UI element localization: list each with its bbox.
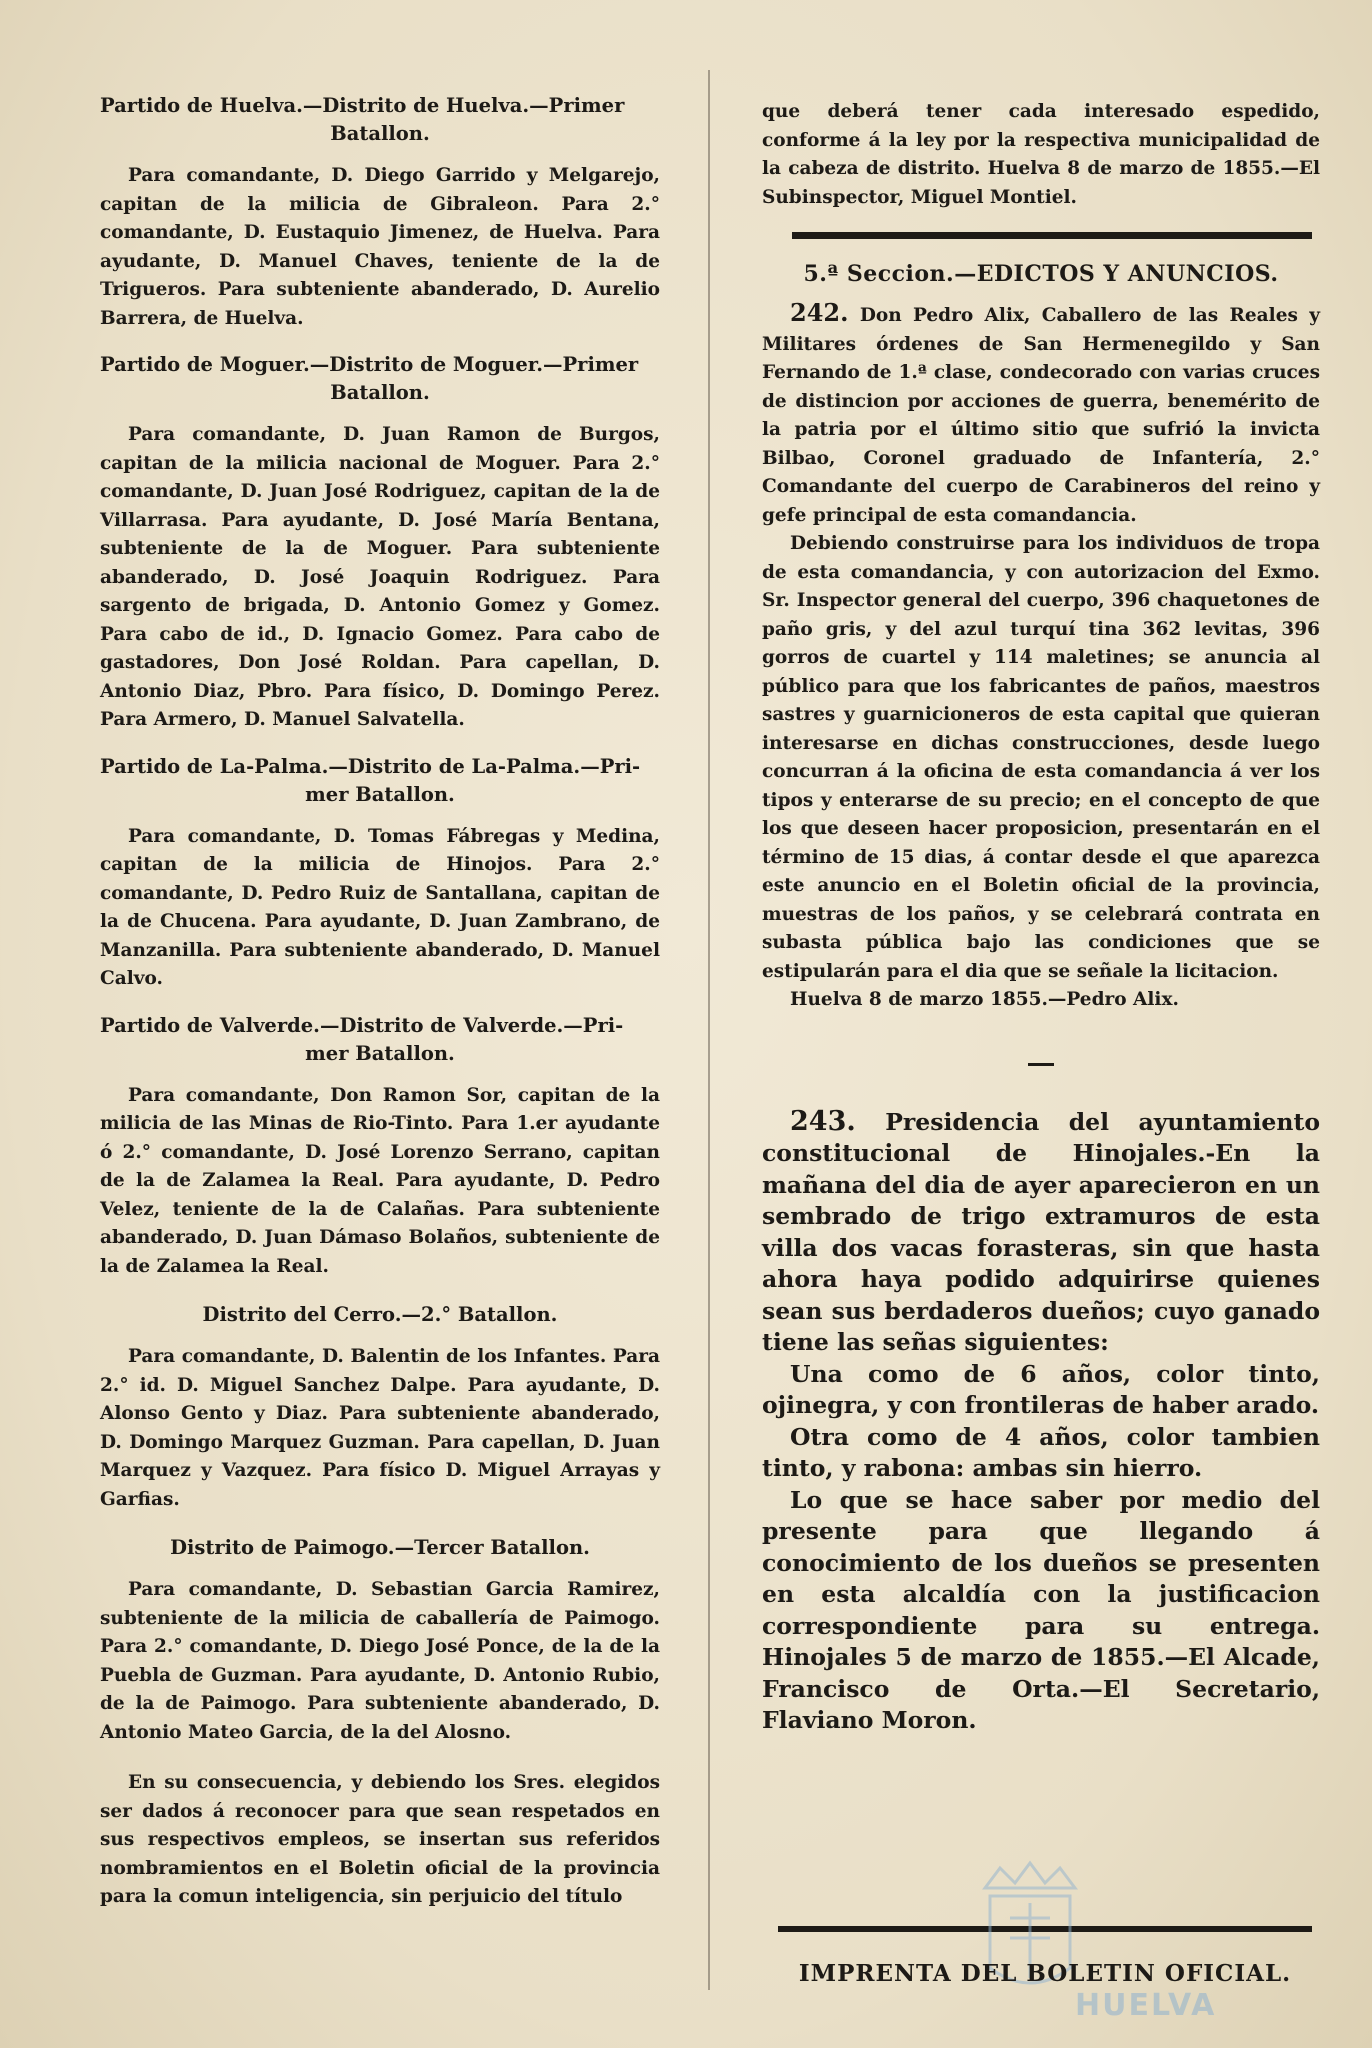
paragraph-closing: En su consecuencia, y debiendo los Sres. elegidos ser dados á reconocer para que sean respetados en sus respectivos empleos, se insertan sus referidos nombramientos en el Boletin oficial de la provincia para la comun inteligencia, sin perjuicio del título [100,1772,660,1907]
notice-text: Don Pedro Alix, Caballero de las Reales y Militares órdenes de San Hermenegildo y San Fernando de 1.ª clase, condecorado con varias cruces de distincion por acciones de guerra, benemérito de la patria por el último sitio que sufrió la invicta Bilbao, Coronel graduado de Infantería, 2.° Comandante del cuerpo de Carabineros del reino y gefe principal de esta comandancia. [762,305,1320,526]
notice-242-body: Debiendo construirse para los individuos de tropa de esta comandancia, y con autorizacion del Exmo. Sr. Inspector general del cuerpo, 396 chaquetones de paño gris, y del azul turquí tina 362 levitas, 396 gorros de cuartel y 114 maletines; se anuncia al público para que los fabricantes de paños, maestros sastres y guarnicioneros de esta capital que quieran interesarse en dichas construcciones, desde luego concurran á la oficina de esta comandancia á ver los tipos y enterarse de su precio; en el concepto de que los que deseen hacer proposicion, presentarán en el término de 15 dias, á contar desde el que aparezca este anuncio en el Boletin oficial de la provincia, muestras de los paños, y se celebrará contrata en subasta pública bajo las condiciones que se estipularán para el dia que se señale la licitacion. [762,533,1320,982]
section-rule [792,232,1312,239]
section-heading-valverde [100,1012,660,1068]
section-heading-moguer [100,351,660,407]
notice-number: 243. [790,1105,856,1137]
notice-number: 242. [790,298,849,327]
heading-title: Partido de Valverde.—Distrito de Valverde.—Pri- [100,1013,624,1037]
section-heading-paimogo: Distrito de Paimogo.—Tercer Batallon. [170,1536,590,1559]
notice-243-item-1: Una como de 6 años, color tinto, ojinegra, y con frontileras de haber arado. [762,1359,1320,1419]
heading-title: Partido de Huelva.—Distrito de Huelva.—Primer [100,94,625,117]
paragraph-huelva: Para comandante, D. Diego Garrido y Melgarejo, capitan de la milicia de Gibraleon. Para 2.° comandante, D. Eustaquio Jimenez, de Huelva. Para ayudante, D. Manuel Chaves, teniente de la de Trigueros. Para subteniente abanderado, D. Aurelio Barrera, de Huelva. [100,165,660,329]
notice-243-closing: Lo que se hace saber por medio del presente para que llegando á conocimiento de los dueños se presenten en esta alcaldía con la justificacion correspondiente para su entrega. Hinojales 5 de marzo de 1855.—El Alcade, Francisco de Orta.—El Secretario, Flaviano Moron. [762,1485,1320,1734]
heading-continuation: mer Batallon. [305,1041,455,1065]
paragraph-moguer: Para comandante, D. Juan Ramon de Burgos, capitan de la milicia nacional de Moguer. Para 2.° comandante, D. Juan José Rodriguez, capitan de la de Villarrasa. Para ayudante, D. José María Bentana, subteniente de la de Moguer. Para subteniente abanderado, D. José Joaquin Rodriguez. Para sargento de brigada, D. Antonio Gomez y Gomez. Para cabo de id., D. Ignacio Gomez. Para cabo de gastadores, Don José Roldan. Para capellan, D. Antonio Diaz, Pbro. Para físico, D. Domingo Perez. Para Armero, D. Manuel Salvatella. [100,424,660,730]
right-column [762,92,1320,1737]
watermark-label: HUELVA [1075,1988,1217,2023]
notice-243-item-2: Otra como de 4 años, color tambien tinto, y rabona: ambas sin hierro. [762,1422,1320,1482]
heading-title: Partido de La-Palma.—Distrito de La-Palma.—Pri- [100,754,641,778]
section-title-edictos: 5.ª Seccion.—EDICTOS Y ANUNCIOS. [803,261,1279,287]
section-heading-cerro: Distrito del Cerro.—2.° Batallon. [202,1303,558,1326]
paragraph-paimogo: Para comandante, D. Sebastian Garcia Ramirez, subteniente de la milicia de caballería de Paimogo. Para 2.° comandante, D. Diego José Ponce, de la de la Puebla de Guzman. Para ayudante, D. Antonio Rubio, de la de Paimogo. Para subteniente abanderado, D. Antonio Mateo Garcia, de la del Alosno. [100,1579,660,1743]
heading-continuation: Batallon. [330,381,430,404]
imprenta-footer: IMPRENTA DEL BOLETIN OFICIAL. [798,1960,1292,1987]
notice-text: Presidencia del ayuntamiento constitucional de Hinojales.-En la mañana del dia de ayer aparecieron en un sembrado de trigo extramuros de esta villa dos vacas forasteras, sin que hasta ahora haya podido adquirirse quienes sean sus berdaderos dueños; cuyo ganado tiene las señas siguientes: [762,1107,1320,1356]
section-heading-huelva [100,92,660,148]
notice-242 [762,299,1320,530]
left-column [100,92,660,1912]
separator-dash [1028,1063,1054,1066]
heading-continuation: Batallon. [330,122,430,145]
notice-242-signature: Huelva 8 de marzo 1855.—Pedro Alix. [790,989,1179,1010]
notice-243 [762,1106,1320,1359]
paragraph-cerro: Para comandante, D. Balentin de los Infantes. Para 2.° id. D. Miguel Sanchez Dalpe. Para ayudante, D. Alonso Gento y Diaz. Para subteniente abanderado, D. Domingo Marquez Guzman. Para capellan, D. Juan Marquez y Vazquez. Para físico D. Miguel Arrayas y Garfias. [100,1346,660,1510]
heading-continuation: mer Batallon. [305,782,455,806]
heading-title: Partido de Moguer.—Distrito de Moguer.—Primer [100,353,639,376]
paragraph-valverde: Para comandante, Don Ramon Sor, capitan de la milicia de las Minas de Rio-Tinto. Para 1.er ayudante ó 2.° comandante, D. José Lorenzo Serrano, capitan de la de Zalamea la Real. Para ayudante, D. Pedro Velez, teniente de la de Calañas. Para subteniente abanderado, D. Juan Dámaso Bolaños, subteniente de la de Zalamea la Real. [100,1084,660,1277]
archive-watermark [955,1848,1295,2038]
paragraph-continuation: que deberá tener cada interesado espedido, conforme á la ley por la respectiva municipalidad de la cabeza de distrito. Huelva 8 de marzo de 1855.—El Subinspector, Miguel Montiel. [762,101,1320,208]
column-divider [708,70,710,1990]
paragraph-la-palma: Para comandante, D. Tomas Fábregas y Medina, capitan de la milicia de Hinojos. Para 2.° comandante, D. Pedro Ruiz de Santallana, capitan de la de Chucena. Para ayudante, D. Juan Zambrano, de Manzanilla. Para subteniente abanderado, D. Manuel Calvo. [100,825,660,989]
section-heading-la-palma [100,753,660,809]
